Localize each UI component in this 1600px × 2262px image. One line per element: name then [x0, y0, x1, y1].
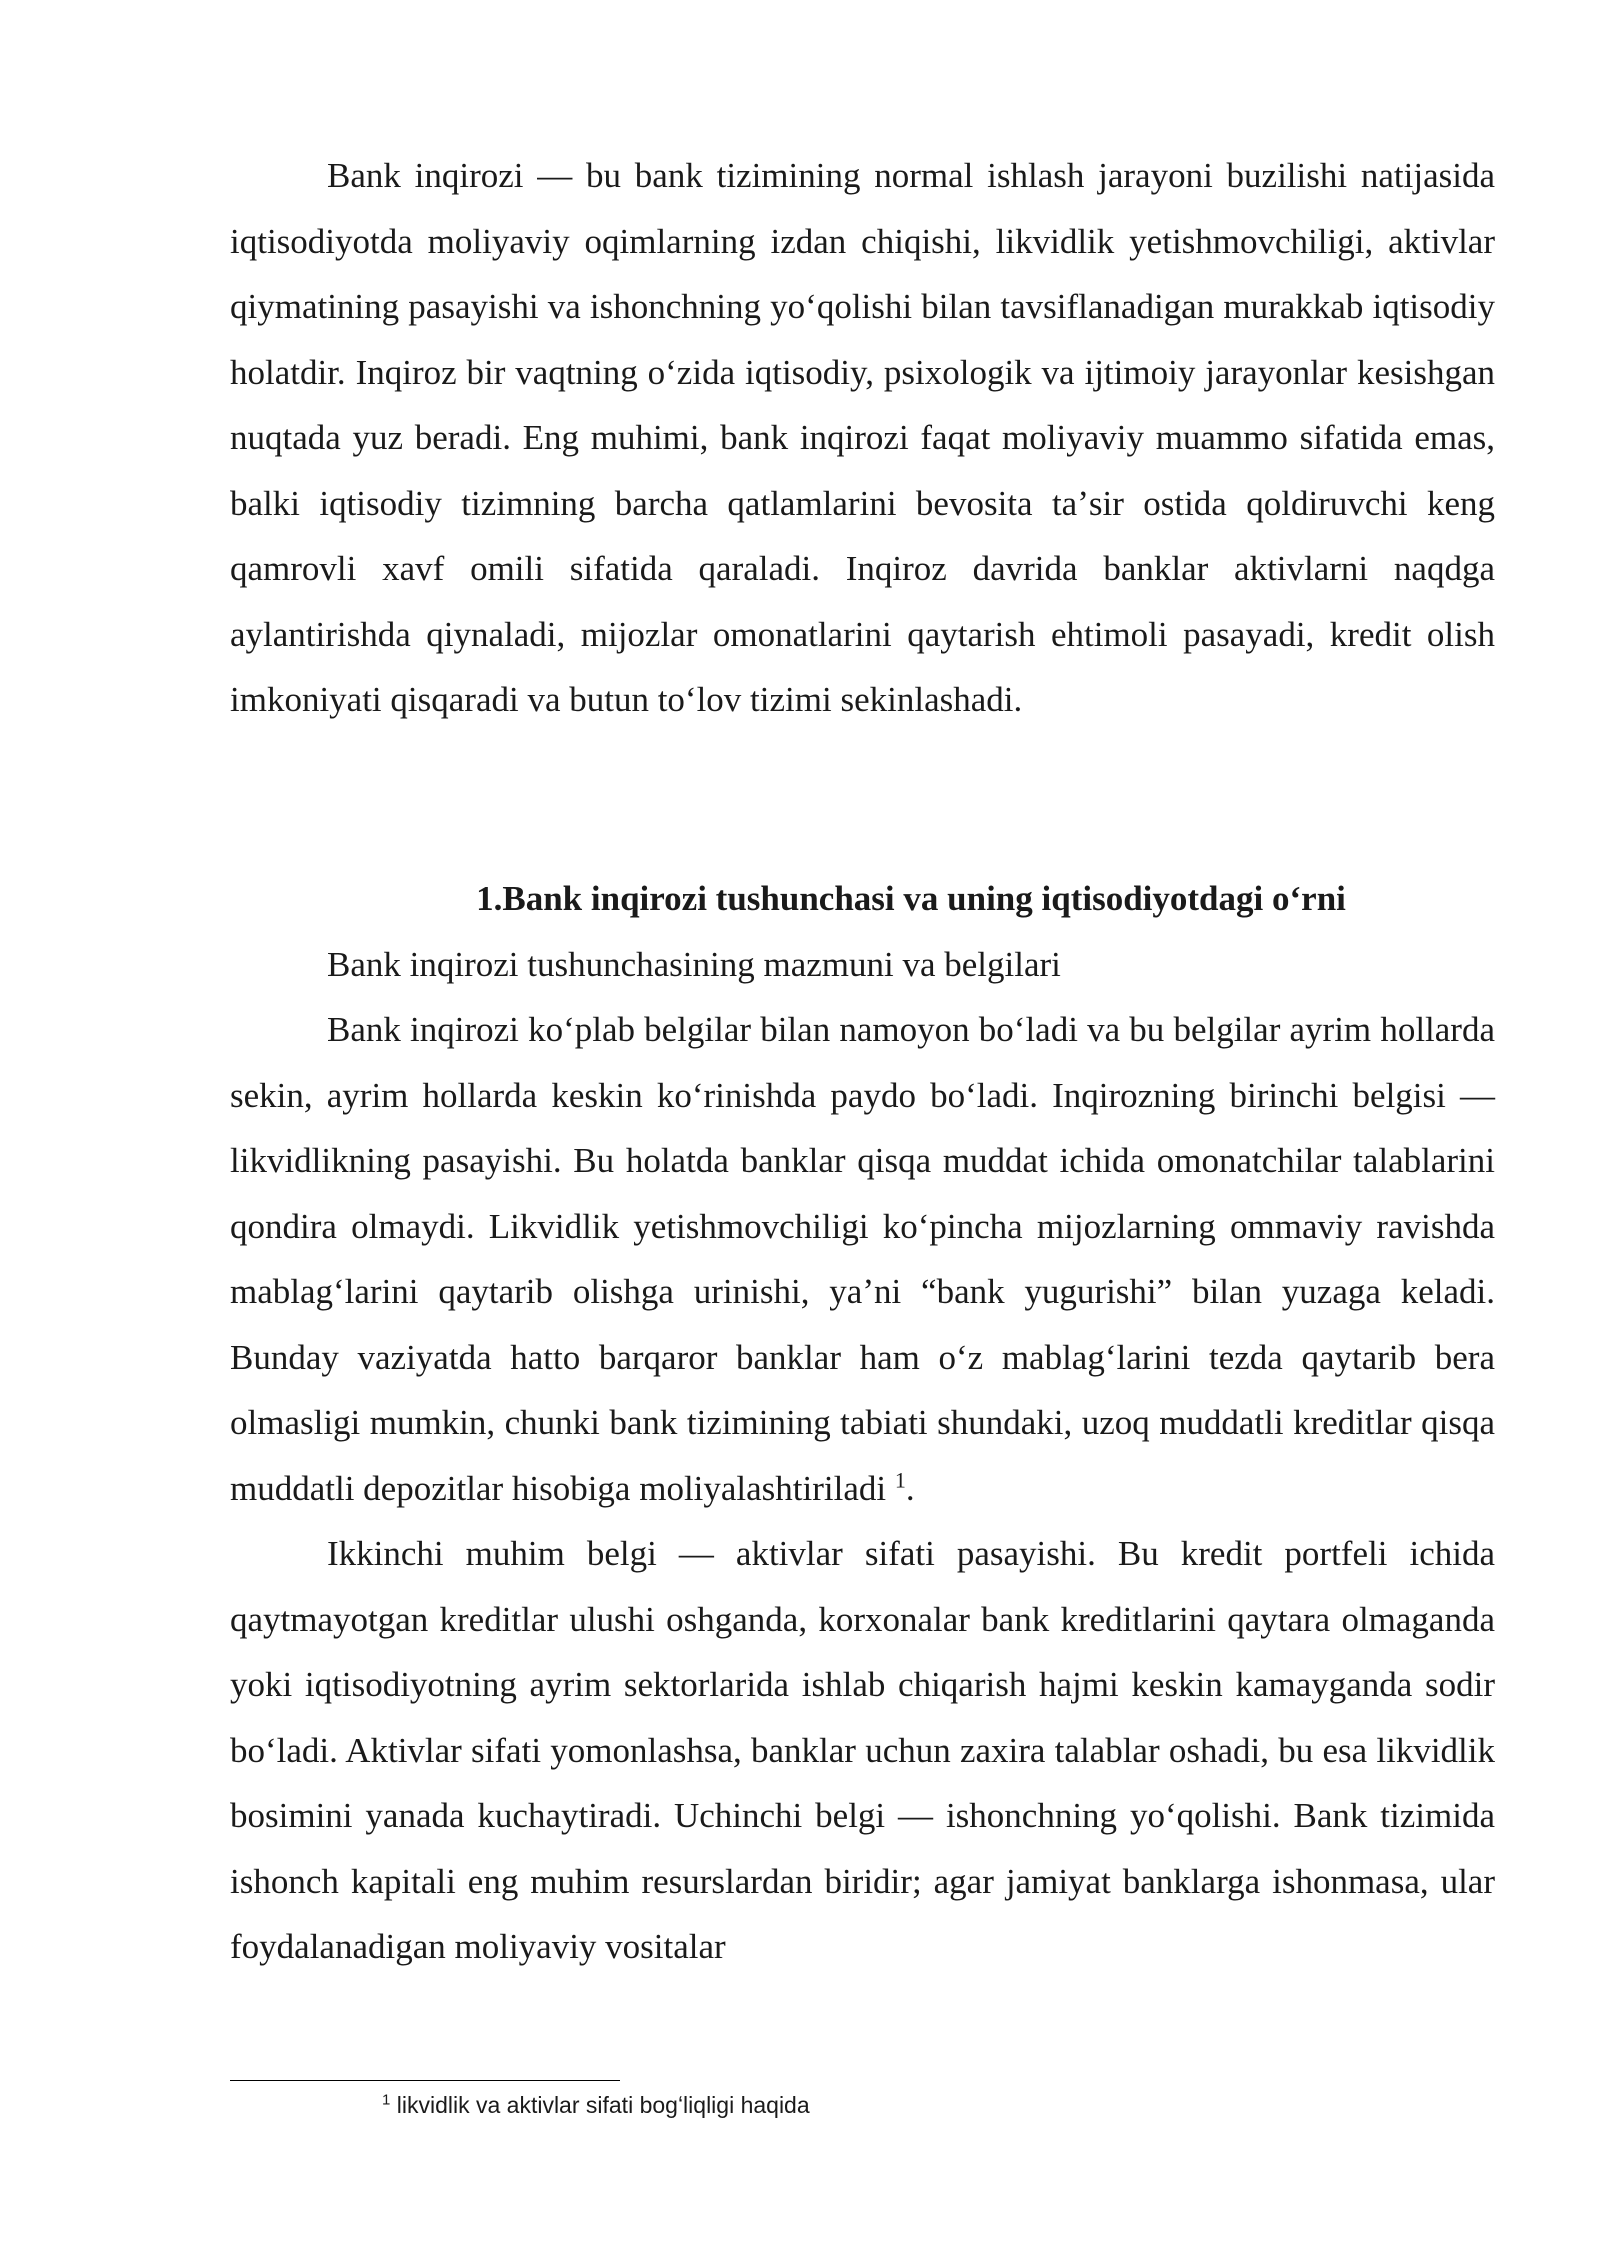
section-heading: 1.Bank inqirozi tushunchasi va uning iqtisodiyotdagi oʻrni: [476, 879, 1346, 918]
intro-paragraph: Bank inqirozi — bu bank tizimining normal ishlash jarayoni buzilishi natijasida iqtisodiyotda moliyaviy oqimlarning izdan chiqishi, likvidlik yetishmovchiligi, aktivlar qiymatining pasayishi va ishonchning yoʻqolishi bilan tavsiflanadigan murakkab iqtisodiy holatdir. Inqiroz bir vaqtning oʻzida iqtisodiy, psixologik va ijtimoiy jarayonlar kesishgan nuqtada yuz beradi. Eng muhimi, bank inqirozi faqat moliyaviy muammo sifatida emas, balki iqtisodiy tizimning barcha qatlamlarini bevosita taʼsir ostida qoldiruvchi keng qamrovli xavf omili sifatida qaraladi. Inqiroz davrida banklar aktivlarni naqdga aylantirishda qiynaladi, mijozlar omonatlarini qaytarish ehtimoli pasayadi, kredit olish imkoniyati qisqaradi va butun toʻlov tizimi sekinlashadi.: [230, 156, 1495, 719]
footnote-separator: [230, 2080, 620, 2081]
body-paragraph-1-end: .: [905, 1468, 915, 1508]
footnote-reference[interactable]: 1: [894, 1466, 906, 1492]
footnote-number: 1: [382, 2091, 391, 2109]
body-paragraph-1-text: Bank inqirozi koʻplab belgilar bilan namoyon boʻladi va bu belgilar ayrim hollarda sekin, ayrim hollarda keskin koʻrinishda paydo boʻladi. Inqirozning birinchi belgisi — likvidlikning pasayishi. Bu holatda banklar qisqa muddat ichida omonatchilar talablarini qondira olmaydi. Likvidlik yetishmovchiligi koʻpincha mijozlarning ommaviy ravishda mablagʻlarini qaytarib olishga urinishi, yaʼni “bank yugurishi” bilan yuzaga keladi. Bunday vaziyatda hatto barqaror banklar ham oʻz mablagʻlarini tezda qaytarib bera olmasligi mumkin, chunki bank tizimining tabiati shundaki, uzoq muddatli kreditlar qisqa muddatli depozitlar hisobiga moliyalashtiriladi: [230, 1010, 1495, 1508]
footnote: [382, 2090, 810, 2120]
intro-block: [230, 143, 1495, 733]
footnote-text: likvidlik va aktivlar sifati bogʻliqligi haqida: [396, 2092, 810, 2118]
section-block: [230, 866, 1495, 1980]
section-subheading: Bank inqirozi tushunchasining mazmuni va belgilari: [327, 944, 1061, 984]
body-paragraph-1: [230, 997, 1495, 1521]
body-paragraph-2: Ikkinchi muhim belgi — aktivlar sifati pasayishi. Bu kredit portfeli ichida qaytmayotgan kreditlar ulushi oshganda, korxonalar bank kreditlarini qaytara olmaganda yoki iqtisodiyotning ayrim sektorlarida ishlab chiqarish hajmi keskin kamayganda sodir boʻladi. Aktivlar sifati yomonlashsa, banklar uchun zaxira talablar oshadi, bu esa likvidlik bosimini yanada kuchaytiradi. Uchinchi belgi — ishonchning yoʻqolishi. Bank tizimida ishonch kapitali eng muhim resurslardan biridir; agar jamiyat banklarga ishonmasa, ular foydalanadigan moliyaviy vositalar: [230, 1534, 1495, 1966]
